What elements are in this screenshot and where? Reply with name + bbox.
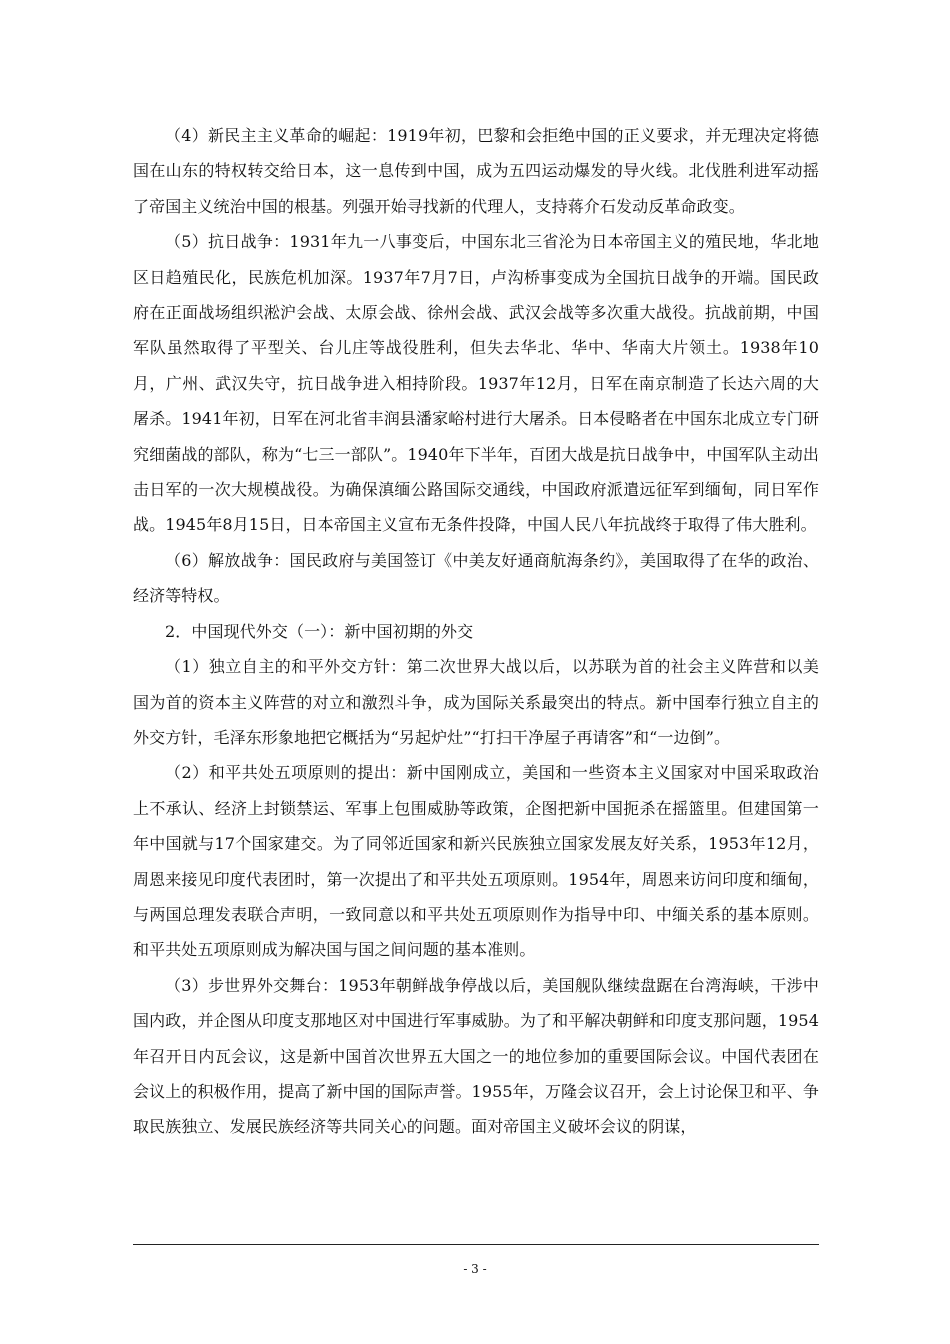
page-number: - 3 - [463,1262,487,1276]
paragraph-new-democratic-revolution: （4）新民主主义革命的崛起：1919年初，巴黎和会拒绝中国的正义要求，并无理决定将德国在山东的特权转交给日本，这一息传到中国，成为五四运动爆发的导火线。北伐胜利进军动摇了帝国主义统治中国的根基。列强开始寻找新的代理人，支持蒋介石发动反革命政变。 [133,126,819,216]
section-heading-modern-diplomacy: 2．中国现代外交（一）：新中国初期的外交 [165,621,474,641]
paragraph-world-diplomatic-stage: （3）步世界外交舞台：1953年朝鲜战争停战以后，美国舰队继续盘踞在台湾海峡，干涉中国内政，并企图从印度支那地区对中国进行军事威胁。为了和平解决朝鲜和印度支那问题，1954年召开日内瓦会议，这是新中国首次世界五大国之一的地位参加的重要国际会议。中国代表团在会议上的积极作用，提高了新中国的国际声誉。1955年，万隆会议召开，会上讨论保卫和平、争取民族独立、发展民族经济等共同关心的问题。面对帝国主义破坏会议的阴谋， [133,975,819,1137]
paragraph-liberation-war: （6）解放战争：国民政府与美国签订《中美友好通商航海条约》，美国取得了在华的政治、经济等特权。 [133,550,819,606]
document-body [133,118,819,1145]
paragraph-five-principles: （2）和平共处五项原则的提出：新中国刚成立，美国和一些资本主义国家对中国采取政治上不承认、经济上封锁禁运、军事上包围威胁等政策，企图把新中国扼杀在摇篮里。但建国第一年中国就与17个国家建交。为了同邻近国家和新兴民族独立国家发展友好关系，1953年12月，周恩来接见印度代表团时，第一次提出了和平共处五项原则。1954年，周恩来访问印度和缅甸，与两国总理发表联合声明，一致同意以和平共处五项原则作为指导中印、中缅关系的基本原则。和平共处五项原则成为解决国与国之间问题的基本准则。 [133,763,819,960]
paragraph-anti-japanese-war: （5）抗日战争：1931年九一八事变后，中国东北三省沦为日本帝国主义的殖民地，华北地区日趋殖民化，民族危机加深。1937年7月7日，卢沟桥事变成为全国抗日战争的开端。国民政府在正面战场组织淞沪会战、太原会战、徐州会战、武汉会战等多次重大战役。抗战前期，中国军队虽然取得了平型关、台儿庄等战役胜利，但失去华北、华中、华南大片领土。1938年10月，广州、武汉失守，抗日战争进入相持阶段。1937年12月，日军在南京制造了长达六周的大屠杀。1941年初，日军在河北省丰润县潘家峪村进行大屠杀。日本侵略者在中国东北成立专门研究细菌战的部队，称为“七三一部队”。1940年下半年，百团大战是抗日战争中，中国军队主动出击日军的一次大规模战役。为确保滇缅公路国际交通线，中国政府派遣远征军到缅甸，同日军作战。1945年8月15日，日本帝国主义宣布无条件投降，中国人民八年抗战终于取得了伟大胜利。 [133,232,819,535]
paragraph-independent-foreign-policy: （1）独立自主的和平外交方针：第二次世界大战以后，以苏联为首的社会主义阵营和以美国为首的资本主义阵营的对立和激烈斗争，成为国际关系最突出的特点。新中国奉行独立自主的外交方针，毛泽东形象地把它概括为“另起炉灶”“打扫干净屋子再请客”和“一边倒”。 [133,657,819,747]
footer-divider [133,1244,819,1245]
